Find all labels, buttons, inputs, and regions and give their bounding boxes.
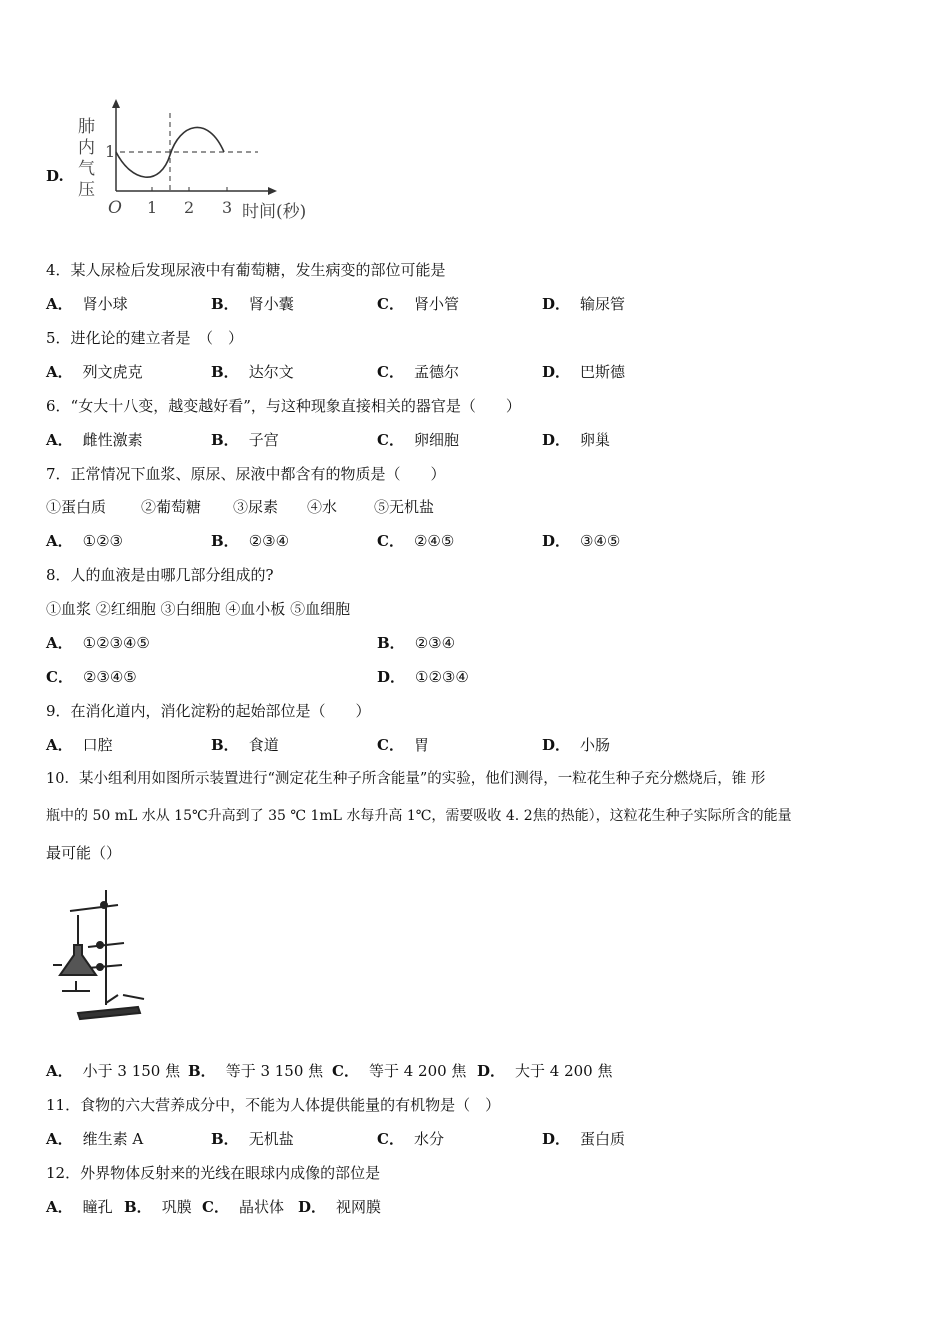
q9-option-c: C． 胃	[377, 736, 429, 754]
q7-item: ⑤无机盐	[374, 498, 435, 516]
y-axis-arrow	[112, 99, 120, 108]
q11-option-d: D． 蛋白质	[542, 1130, 626, 1148]
q10-stem-line: 最可能（）	[46, 844, 122, 862]
q10-option-d: D． 大于 4 200 焦	[477, 1062, 613, 1080]
y-label-char: 压	[78, 180, 95, 200]
q11-stem: 11．食物的六大营养成分中，不能为人体提供能量的有机物是（ ）	[46, 1096, 501, 1114]
peanut-apparatus-figure	[48, 885, 154, 1025]
q9-option-d: D． 小肠	[542, 736, 611, 754]
q8-option-a: A． ①②③④⑤	[46, 634, 150, 652]
q7-item: ④水	[307, 498, 338, 516]
y-label-char: 气	[78, 159, 95, 179]
q5-option-b: B． 达尔文	[211, 363, 294, 381]
q7-option-d: D． ③④⑤	[542, 532, 621, 550]
q7-item: ①蛋白质	[46, 498, 107, 516]
q7-item: ②葡萄糖	[141, 498, 202, 516]
q8-option-b: B． ②③④	[377, 634, 456, 652]
q6-option-d: D． 卵巢	[542, 431, 611, 449]
x-tick: 3	[222, 198, 233, 217]
origin-label: O	[108, 198, 122, 218]
q5-option-a: A． 列文虎克	[46, 363, 143, 381]
q4-option-b: B． 肾小囊	[211, 295, 294, 313]
q10-option-c: C． 等于 4 200 焦	[332, 1062, 467, 1080]
x-tick: 2	[184, 198, 195, 217]
lung-pressure-graph	[72, 95, 332, 225]
q6-stem: 6．“女大十八变，越变越好看”，与这种现象直接相关的器官是（ ）	[46, 397, 521, 415]
q12-option-a: A． 瞳孔	[46, 1198, 113, 1216]
q12-option-d: D． 视网膜	[298, 1198, 382, 1216]
q4-option-c: C． 肾小管	[377, 295, 459, 313]
q12-option-b: B． 巩膜	[124, 1198, 192, 1216]
q11-option-b: B． 无机盐	[211, 1130, 294, 1148]
x-axis-label: 时间(秒)	[242, 202, 307, 222]
q4-option-a: A． 肾小球	[46, 295, 128, 313]
q9-option-b: B． 食道	[211, 736, 279, 754]
q9-stem: 9．在消化道内，消化淀粉的起始部位是（ ）	[46, 702, 371, 720]
y-tick: 1	[105, 142, 116, 161]
q5-option-d: D． 巴斯德	[542, 363, 626, 381]
q12-stem: 12．外界物体反射来的光线在眼球内成像的部位是	[46, 1164, 381, 1182]
q9-option-a: A． 口腔	[46, 736, 113, 754]
y-label-char: 内	[78, 138, 95, 158]
q5-stem: 5．进化论的建立者是 （ ）	[46, 329, 244, 347]
q4-stem: 4．某人尿检后发现尿液中有葡萄糖，发生病变的部位可能是	[46, 261, 446, 279]
q7-option-a: A． ①②③	[46, 532, 123, 550]
option-d-label: D.	[46, 167, 64, 185]
q12-option-c: C． 晶状体	[202, 1198, 284, 1216]
q6-option-c: C． 卵细胞	[377, 431, 459, 449]
q8-option-c: C． ②③④⑤	[46, 668, 137, 686]
q8-items: ①血浆 ②红细胞 ③白细胞 ④血小板 ⑤血细胞	[46, 600, 351, 618]
q7-option-b: B． ②③④	[211, 532, 290, 550]
y-label-char: 肺	[78, 117, 95, 137]
x-tick: 1	[147, 198, 158, 217]
q8-stem: 8．人的血液是由哪几部分组成的?	[46, 566, 274, 584]
x-axis-arrow	[268, 187, 277, 195]
q10-option-b: B． 等于 3 150 焦	[188, 1062, 324, 1080]
q4-option-d: D． 输尿管	[542, 295, 626, 313]
q7-item: ③尿素	[233, 498, 279, 516]
q10-stem-line: 瓶中的 50 mL 水从 15℃升高到了 35 ℃ 1mL 水每升高 1℃，需要吸收 4. 2焦的热能），这粒花生种子实际所含的能量	[46, 808, 792, 824]
q11-option-c: C． 水分	[377, 1130, 444, 1148]
q10-option-a: A． 小于 3 150 焦	[46, 1062, 181, 1080]
q6-option-b: B． 子宫	[211, 431, 279, 449]
q6-option-a: A． 雌性激素	[46, 431, 143, 449]
q8-option-d: D． ①②③④	[377, 668, 469, 686]
q7-stem: 7．正常情况下血浆、原尿、尿液中都含有的物质是（ ）	[46, 465, 446, 483]
q5-option-c: C． 孟德尔	[377, 363, 459, 381]
q11-option-a: A． 维生素 A	[46, 1130, 144, 1148]
q10-stem-line: 10．某小组利用如图所示装置进行“测定花生种子所含能量”的实验，他们测得，一粒花生种子充分燃烧后，锥 形	[46, 771, 766, 787]
q7-option-c: C． ②④⑤	[377, 532, 455, 550]
